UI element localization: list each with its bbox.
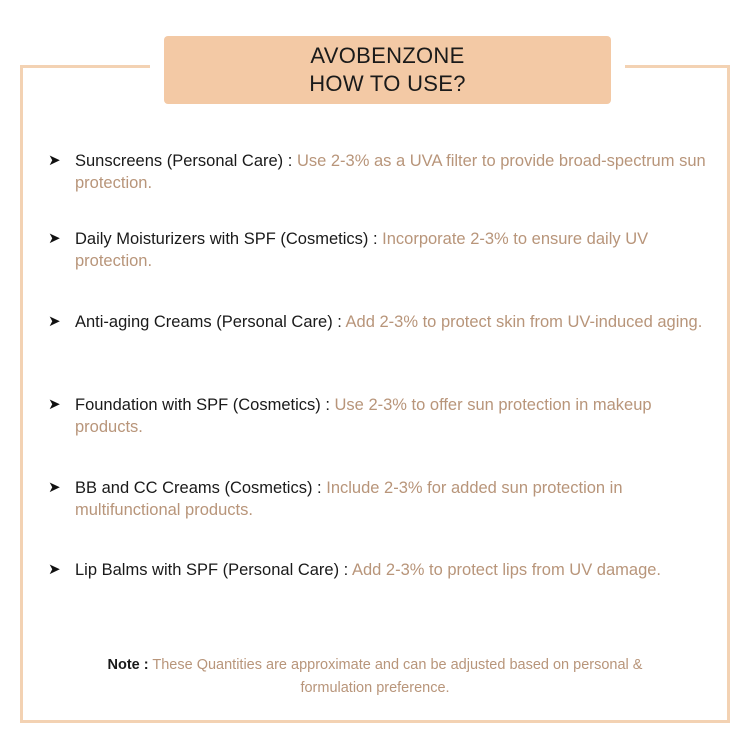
list-item-text [48, 477, 718, 521]
item-heading: Lip Balms with SPF (Personal Care) : [75, 561, 349, 579]
list-item [48, 311, 718, 333]
title-banner [164, 36, 611, 104]
item-heading: Anti-aging Creams (Personal Care) : [75, 313, 342, 331]
arrow-bullet-icon: ➤ [48, 230, 61, 247]
list-item-text [48, 394, 718, 438]
note-label: Note : [107, 657, 149, 673]
item-description: Use 2-3% to offer sun protection in makeup products. [75, 396, 652, 436]
arrow-bullet-icon: ➤ [48, 561, 61, 578]
list-item-text [48, 311, 718, 333]
title-line-2: HOW TO USE? [309, 71, 466, 96]
list-item [48, 477, 718, 521]
item-heading: Foundation with SPF (Cosmetics) : [75, 396, 330, 414]
arrow-bullet-icon: ➤ [48, 152, 61, 169]
arrow-bullet-icon: ➤ [48, 396, 61, 413]
list-item [48, 559, 718, 581]
list-item-text [48, 559, 718, 581]
list-item [48, 228, 718, 272]
list-item [48, 394, 718, 438]
title-line-1: AVOBENZONE [310, 43, 465, 68]
note-text: These Quantities are approximate and can be adjusted based on personal & formulation preference. [152, 657, 643, 696]
item-description: Add 2-3% to protect skin from UV-induced aging. [345, 313, 703, 331]
item-description: Include 2-3% for added sun protection in multifunctional products. [75, 479, 623, 519]
arrow-bullet-icon: ➤ [48, 313, 61, 330]
list-item [48, 150, 718, 194]
item-heading: Sunscreens (Personal Care) : [75, 152, 293, 170]
list-item-text [48, 228, 718, 272]
item-description: Use 2-3% as a UVA filter to provide broad-spectrum sun protection. [75, 152, 706, 192]
item-description: Incorporate 2-3% to ensure daily UV protection. [75, 230, 649, 270]
item-description: Add 2-3% to protect lips from UV damage. [351, 561, 662, 579]
item-heading: BB and CC Creams (Cosmetics) : [75, 479, 322, 497]
note [90, 654, 660, 700]
arrow-bullet-icon: ➤ [48, 479, 61, 496]
item-heading: Daily Moisturizers with SPF (Cosmetics) : [75, 230, 378, 248]
list-item-text [48, 150, 718, 194]
